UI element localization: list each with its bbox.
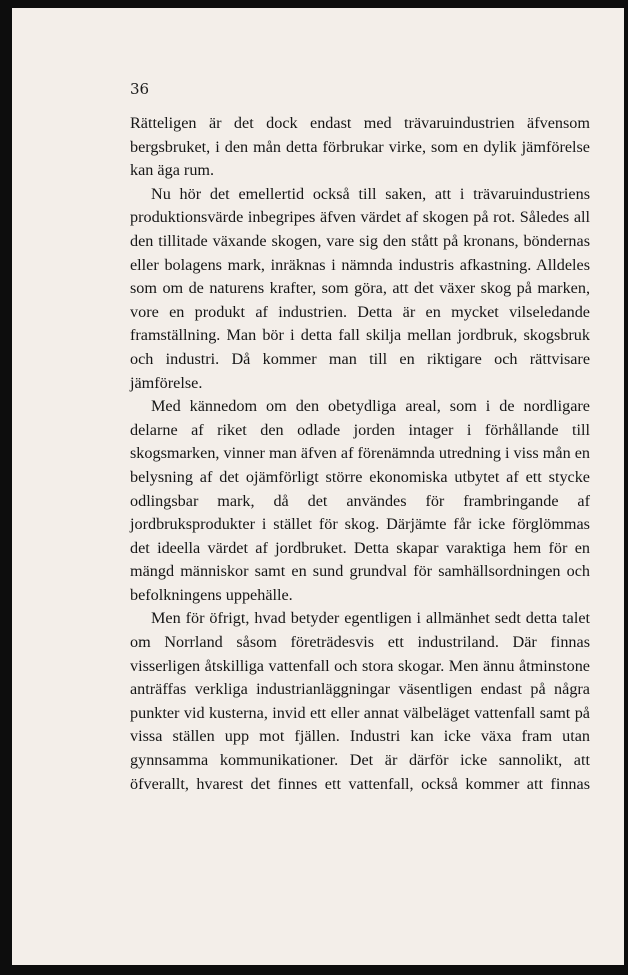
page-number: 36 <box>130 80 150 98</box>
body-text <box>130 112 590 796</box>
paragraph-1: Rätteligen är det dock endast med trävaruindustrien äfvensom bergsbruket, i den mån detta förbrukar virke, som en dylik jämförelse kan äga rum. <box>130 114 590 180</box>
paragraph-2: Nu hör det emellertid också till saken, att i trävaruindustriens produktionsvärde inbegripes äfven värdet af skogen på rot. Således all den tillitade växande skogen, vare sig den stått på kronans, böndernas eller bolagens mark, inräknas i nämnda industris afkastning. Alldeles som om de naturens krafter, som göra, att det växer skog på marken, vore en produkt af industrien. Detta är en mycket vilseledande framställning. Man bör i detta fall skilja mellan jordbruk, skogsbruk och industri. Då kommer man till en riktigare och rättvisare jämförelse. <box>130 184 590 392</box>
paragraph-4: Men för öfrigt, hvad betyder egentligen i allmänhet sedt detta talet om Norrland såsom företrädesvis ett industriland. Där finnas visserligen åtskilliga vattenfall och stora skogar. Men ännu åtminstone anträffas verkliga industrianläggningar väsentligen endast på några punkter vid kusterna, invid ett eller annat välbeläget vattenfall samt på vissa ställen upp mot fjällen. Industri kan icke växa fram utan gynnsamma kommunikationer. Det är därför icke sannolikt, att öfverallt, hvarest det finnes ett vattenfall, också kommer att finnas <box>130 609 590 793</box>
paragraph-3: Med kännedom om den obetydliga areal, som i de nordligare delarne af riket den odlade jorden intager i förhållande till skogsmarken, vinner man äfven af förenämnda utredning i viss mån en belysning af det ojämförligt större ekonomiska utbytet af ett stycke odlingsbar mark, då det användes för frambringande af jordbruksprodukter i stället för skog. Därjämte får icke förglömmas det ideella värdet af jordbruket. Detta skapar varaktiga hem för en mängd människor samt en sund grundval för samhällsordningen och befolkningens uppehälle. <box>130 397 590 604</box>
book-page <box>12 8 624 965</box>
